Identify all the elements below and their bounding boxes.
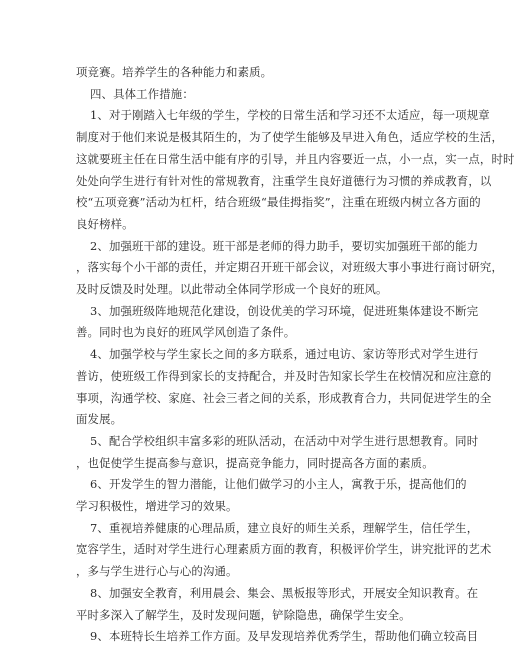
- text-line: 校“五项竞赛”活动为杠杆，结合班级“最佳拇指奖”，注重在班级内树立各方面的: [76, 195, 481, 210]
- text-line: 处处向学生进行有针对性的常规教育，注重学生良好道德行为习惯的养成教育，以: [76, 173, 492, 188]
- text-line: 3、加强班级阵地规范化建设，创设优美的学习环境，促进班集体建设不断完: [90, 303, 479, 318]
- text-line: 这就要班主任在日常生活中能有序的引导，并且内容要近一点，小一点，实一点，时时: [76, 151, 515, 166]
- text-line: ，多与学生进行心与心的沟通。: [76, 564, 238, 579]
- text-line: 平时多深入了解学生，及时发现问题，铲除隐患，确保学生安全。: [76, 607, 411, 622]
- text-line: 7、重视培养健康的心理品质，建立良好的师生关系，理解学生，信任学生，: [90, 520, 479, 535]
- text-line: 宽容学生，适时对学生进行心理素质方面的教育，积极评价学生，讲究批评的艺术: [76, 542, 492, 557]
- text-line: 面发展。: [76, 412, 123, 427]
- text-line: 及时反馈及时处理。以此带动全体同学形成一个良好的班风。: [76, 282, 388, 297]
- text-line: 2、加强班干部的建设。班干部是老师的得力助手，要切实加强班干部的能力: [90, 238, 479, 253]
- text-line: 5、配合学校组织丰富多彩的班队活动，在活动中对学生进行思想教育。同时: [90, 433, 479, 448]
- text-line: 制度对于他们来说是极其陌生的，为了使学生能够及早进入角色，适应学校的生活，: [76, 130, 504, 145]
- text-line: 1、对于刚踏入七年级的学生，学校的日常生活和学习还不太适应，每一项规章: [90, 108, 490, 123]
- text-line: 4、加强学校与学生家长之间的多方联系，通过电访、家访等形式对学生进行: [90, 347, 479, 362]
- text-line: ，落实每个小干部的责任，并定期召开班干部会议，对班级大事小事进行商讨研究，: [76, 260, 504, 275]
- text-line: 良好榜样。: [76, 216, 134, 231]
- text-line: 学习积极性，增进学习的效果。: [76, 499, 238, 514]
- text-line: 善。同时也为良好的班风学风创造了条件。: [76, 325, 296, 340]
- text-line: 9、本班特长生培养工作方面。及早发现培养优秀学生，帮助他们确立较高目: [90, 629, 479, 644]
- text-line: 6、开发学生的智力潜能，让他们做学习的小主人，寓教于乐，提高他们的: [90, 477, 467, 492]
- text-line: 项竞赛。培养学生的各种能力和素质。: [76, 65, 273, 79]
- text-line: 8、加强安全教育，利用晨会、集会、黑板报等形式，开展安全知识教育。在: [90, 585, 479, 600]
- text-line: 事项，沟通学校、家庭、社会三者之间的关系，形成教育合力，共同促进学生的全: [76, 390, 492, 405]
- text-line: 普访，使班级工作得到家长的支持配合，并及时告知家长学生在校情况和应注意的: [76, 368, 492, 383]
- text-line: ，也促使学生提高参与意识，提高竞争能力，同时提高各方面的素质。: [76, 455, 434, 470]
- text-line: 四、具体工作措施：: [90, 86, 194, 101]
